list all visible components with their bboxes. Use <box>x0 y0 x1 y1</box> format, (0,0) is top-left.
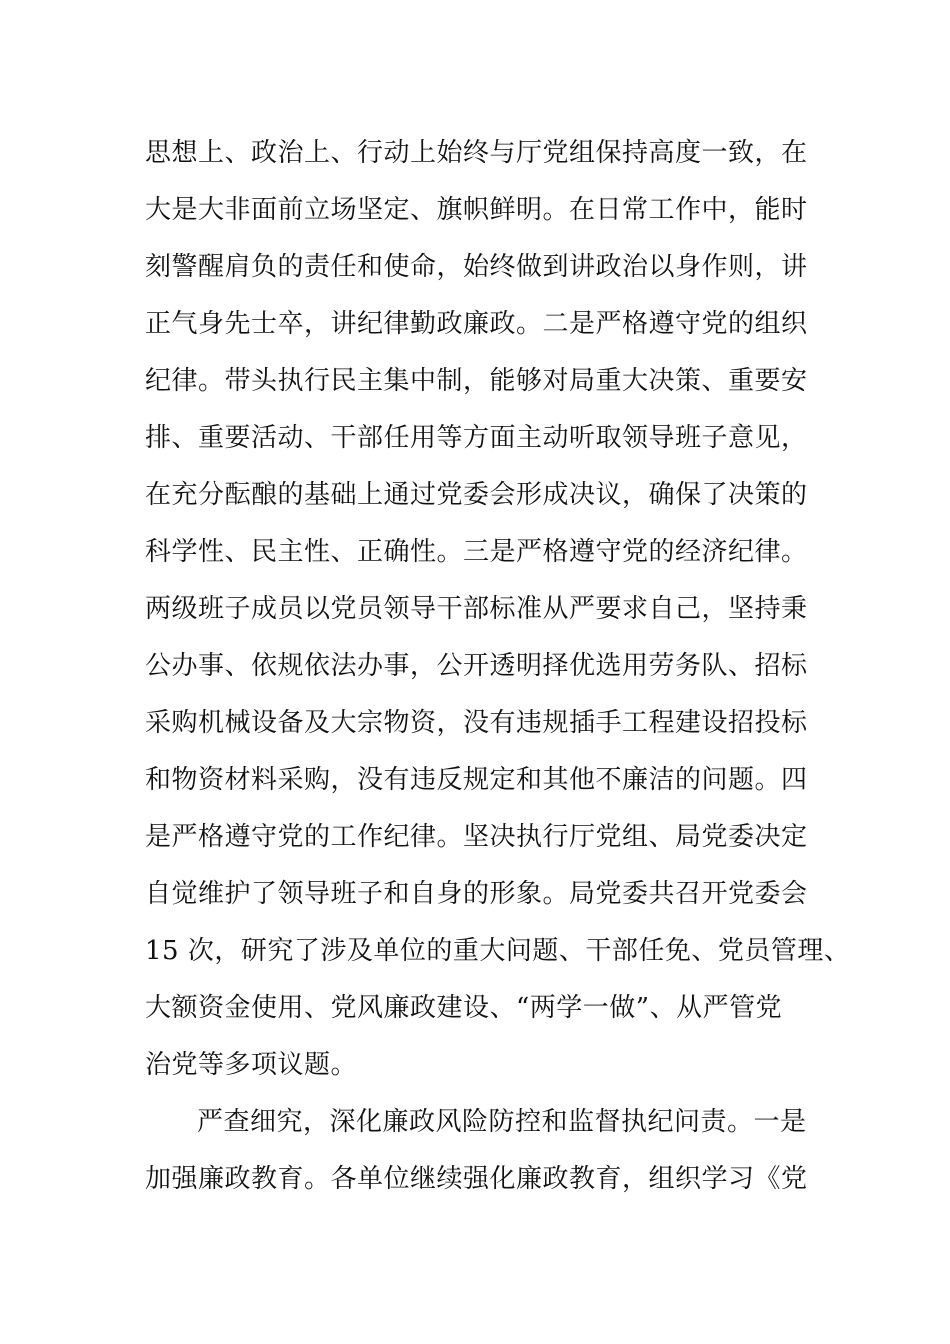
text-line: 刻警醒肩负的责任和使命，始终做到讲政治以身作则，讲 <box>145 252 808 282</box>
text-line: 大是大非面前立场坚定、旗帜鲜明。在日常工作中，能时 <box>145 195 808 225</box>
text-line: 采购机械设备及大宗物资，没有违规插手工程建设招投标 <box>145 708 808 738</box>
text-line: 治党等多项议题。 <box>145 1050 358 1080</box>
text-line: 和物资材料采购，没有违反规定和其他不廉洁的问题。四 <box>145 765 808 795</box>
text-line: 15 次，研究了涉及单位的重大问题、干部任免、党员管理、 <box>145 936 851 966</box>
text-line: 思想上、政治上、行动上始终与厅党组保持高度一致，在 <box>145 138 808 168</box>
text-line: 加强廉政教育。各单位继续强化廉政教育，组织学习《党 <box>145 1164 808 1194</box>
text-line: 自觉维护了领导班子和自身的形象。局党委共召开党委会 <box>145 879 808 909</box>
text-line: 正气身先士卒，讲纪律勤政廉政。二是严格遵守党的组织 <box>145 309 808 339</box>
text-line: 科学性、民主性、正确性。三是严格遵守党的经济纪律。 <box>145 537 808 567</box>
text-line: 在充分酝酿的基础上通过党委会形成决议，确保了决策的 <box>145 480 808 510</box>
text-line: 大额资金使用、党风廉政建设、“两学一做”、从严管党 <box>145 993 783 1023</box>
text-line: 公办事、依规依法办事，公开透明择优选用劳务队、招标 <box>145 651 808 681</box>
text-line: 两级班子成员以党员领导干部标准从严要求自己，坚持秉 <box>145 594 808 624</box>
text-line: 排、重要活动、干部任用等方面主动听取领导班子意见， <box>145 423 808 453</box>
text-line: 纪律。带头执行民主集中制，能够对局重大决策、重要安 <box>145 366 808 396</box>
text-line: 是严格遵守党的工作纪律。坚决执行厅党组、局党委决定 <box>145 822 808 852</box>
text-line: 严查细究，深化廉政风险防控和监督执纪问责。一是 <box>197 1107 807 1137</box>
